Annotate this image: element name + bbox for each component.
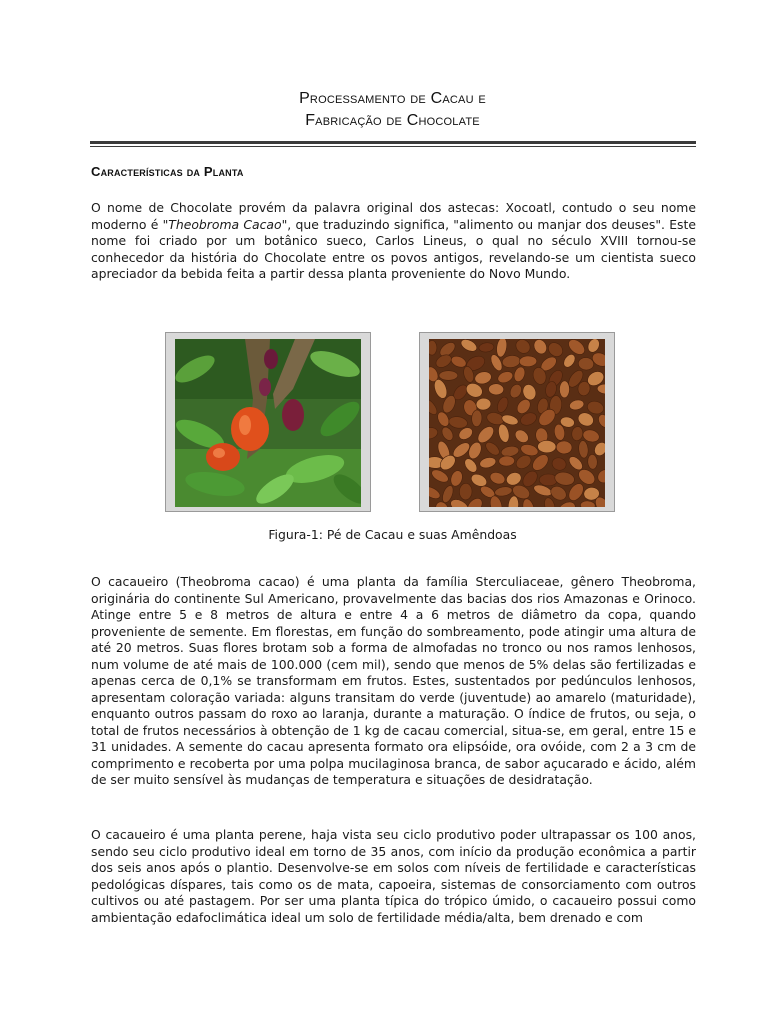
title-rule-thin [90,146,696,147]
paragraph-1-part-1: O nome de Chocolate provém da palavra original dos astecas: Xocoatl, contudo o seu nome moderno é " [91,200,696,232]
paragraph-1-part-2: ", que traduzindo significa, "alimento ou manjar dos deuses". Este nome foi criado por um botânico sueco, Carlos Lineus, o qual no século XVIII tornou-se conhecedor da história do Chocolate entre os povos antigos, revelando-se um cientista sueco apreciador da bebida feita a partir dessa planta proveniente do Novo Mundo. [91,216,696,281]
paragraph-1 [91,200,696,283]
title-line-1: Processamento de Cacau e [299,90,486,107]
cacao-bean [459,483,472,500]
cacao-bean [439,371,458,381]
figure-cacao-beans [419,332,615,512]
document-title [90,88,695,132]
cacao-bean [559,381,569,398]
figure-caption: Figura-1: Pé de Cacau e suas Amêndoas [268,527,517,542]
title-line-2: Fabricação de Chocolate [305,112,480,129]
cacao-tree-photo [175,339,361,507]
cacao-beans-photo [429,339,605,507]
paragraph-3: O cacaueiro é uma planta perene, haja vista seu ciclo produtivo poder ultrapassar os 100 anos, sendo seu ciclo produtivo ideal em torno de 35 anos, com início da produção econômica a partir dos seis anos após o plantio. Desenvolve-se em solos com níveis de fertilidade e características pedológicas díspares, tais como os de mata, capoeira, sistemas de consorciamento com outros cultivos ou até pastagem. Por ser uma planta típica do trópico úmido, o cacaueiro possui como ambientação edafoclimática ideal um solo de fertilidade média/alta, bem drenado e com [91,827,696,925]
cacao-bean [539,474,557,486]
cacao-bean [537,440,556,453]
title-rule-thick [90,141,696,144]
paragraph-1-italic: Theobroma Cacao [168,216,282,232]
section-heading: Características da Planta [91,164,244,179]
paragraph-2: O cacaueiro (Theobroma cacao) é uma planta da família Sterculiaceae, gênero Theobroma, originária do continente Sul Americano, provavelmente das bacias dos rios Amazonas e Orinoco. Atinge entre 5 e 8 metros de altura e entre 4 a 6 metros de diâmetro da copa, quando proveniente de semente. Em florestas, em função do sombreamento, pode atingir uma altura de até 20 metros. Suas flores brotam sob a forma de almofadas no tronco ou nos ramos lenhosos, num volume de até mais de 100.000 (cem mil), sendo que menos de 5% delas são fertilizadas e apenas cerca de 0,1% se transformam em frutos. Estes, sustentados por pedúnculos lenhosos, apresentam coloração variada: alguns transitam do verde (juventude) ao amarelo (maturidade), enquanto outros passam do roxo ao laranja, durante a maturação. O índice de frutos, ou seja, o total de frutos necessários à obtenção de 1 kg de cacau comercial, situa-se, em geral, entre 15 e 31 unidades. A semente do cacau apresenta formato ora elipsóide, ora ovóide, com 2 a 3 cm de comprimento e recoberta por uma polpa mucilaginosa branca, de sabor açucarado e ácido, além de ser muito sensível às mudanças de temperatura e situações de desidratação. [91,574,696,787]
cacao-bean [519,356,537,367]
figure-cacao-tree [165,332,371,512]
